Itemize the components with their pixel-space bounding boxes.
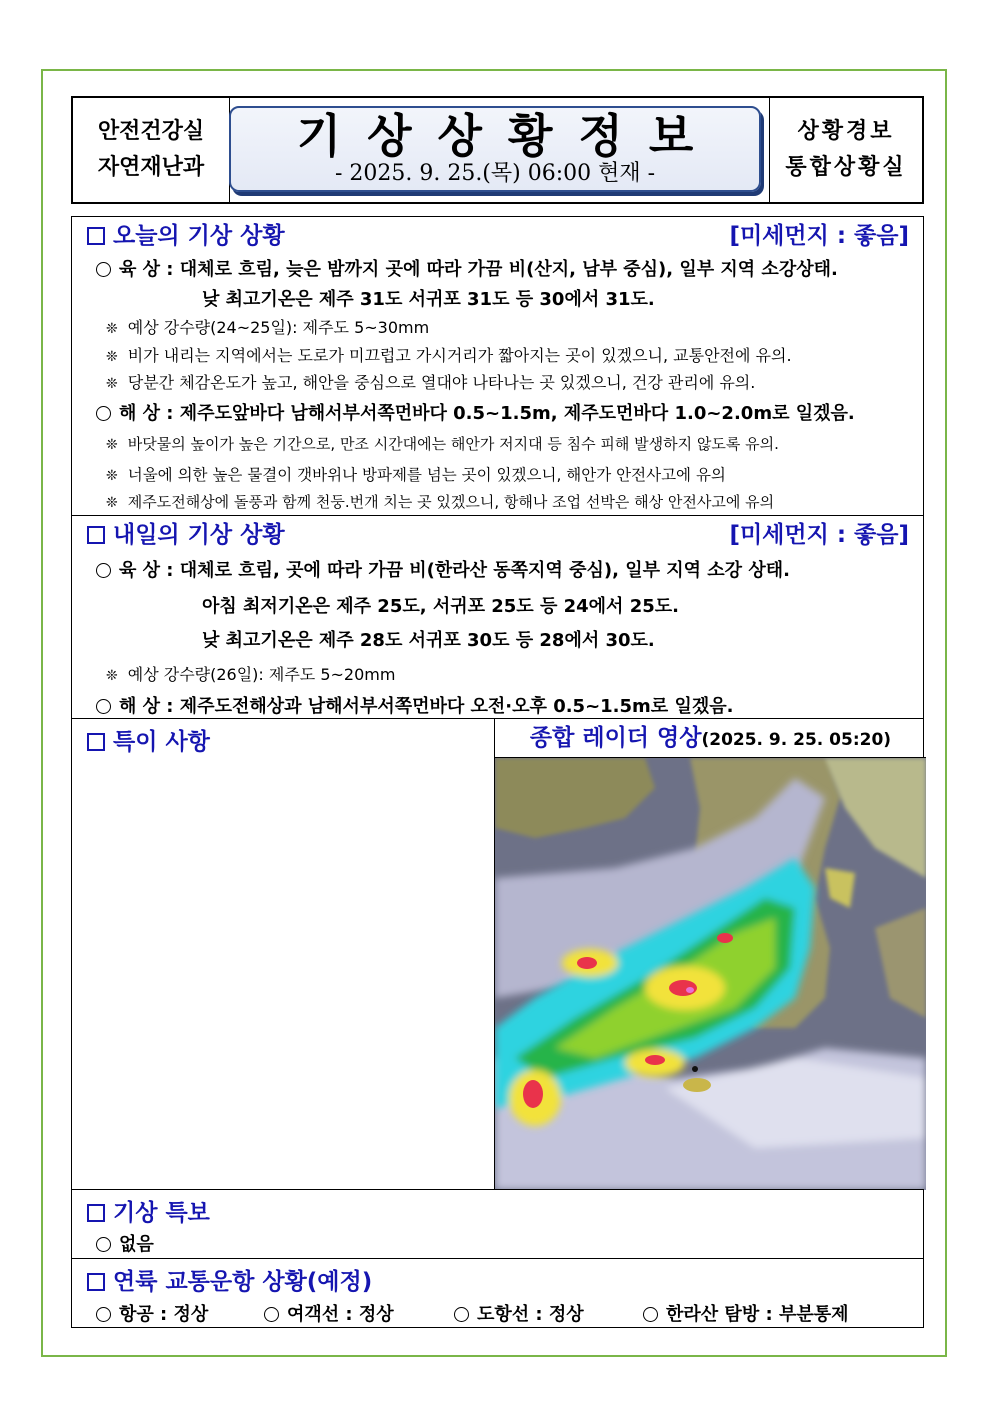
page-title: 기상상황정보 xyxy=(296,109,720,163)
today-land-line: 육 상 : 대체로 흐림, 늦은 밤까지 곳에 따라 가끔 비(산지, 남부 중심), 일부 지역 소강상태. xyxy=(96,255,838,281)
traffic-air: 항공 : 정상 xyxy=(96,1300,208,1326)
circle-bullet-icon xyxy=(96,406,111,421)
today-note-1: ❊ 예상 강수량(24~25일): 제주도 5~30mm xyxy=(106,318,430,337)
office-line-1: 상황경보 xyxy=(797,119,895,144)
circle-bullet-icon xyxy=(96,262,111,277)
today-heading: 오늘의 기상 상황 xyxy=(87,217,285,250)
circle-bullet-icon xyxy=(96,1307,111,1322)
circle-bullet-icon xyxy=(96,699,111,714)
today-note-2: ❊ 비가 내리는 지역에서는 도로가 미끄럽고 가시거리가 짧아지는 곳이 있겠으니, 교통안전에 유의. xyxy=(106,346,792,365)
checkbox-icon xyxy=(87,526,105,544)
tomorrow-land-line: 육 상 : 대체로 흐림, 곳에 따라 가끔 비(한라산 동쪽지역 중심), 일부 지역 소강 상태. xyxy=(96,556,790,582)
title-box xyxy=(229,106,761,192)
office-line-2: 통합상황실 xyxy=(785,155,907,180)
tomorrow-land-line-2: 아침 최저기온은 제주 25도, 서귀포 25도 등 24에서 25도. xyxy=(202,596,679,617)
dept-line-2: 자연재난과 xyxy=(97,155,205,180)
dept-block xyxy=(73,98,230,202)
today-sea-note-2: ❊ 너울에 의한 높은 물결이 갯바위나 방파제를 넘는 곳이 있겠으니, 해안가 안전사고에 유의 xyxy=(106,466,726,484)
traffic-hallasan: 한라산 탐방 : 부분통제 xyxy=(643,1300,849,1326)
radar-title: 종합 레이더 영상(2025. 9. 25. 05:20) xyxy=(494,719,926,757)
circle-bullet-icon xyxy=(454,1307,469,1322)
today-sea-note-1: ❊ 바닷물의 높이가 높은 기간으로, 만조 시간대에는 해안가 저지대 등 침수 피해 발생하지 않도록 유의. xyxy=(106,435,779,453)
special-section xyxy=(71,718,924,1190)
warning-section xyxy=(71,1189,924,1259)
tomorrow-section xyxy=(71,515,924,719)
tomorrow-note: ❊ 예상 강수량(26일): 제주도 5~20mm xyxy=(106,665,396,684)
jeju-island xyxy=(683,1078,711,1092)
warning-status: 없음 xyxy=(96,1230,154,1256)
tomorrow-land-line-3: 낮 최고기온은 제주 28도 서귀포 30도 등 28에서 30도. xyxy=(202,630,655,651)
traffic-ferry: 여객선 : 정상 xyxy=(264,1300,394,1326)
tomorrow-sea-line: 해 상 : 제주도전해상과 남해서부서쪽먼바다 오전·오후 0.5~1.5m로 일겠음. xyxy=(96,692,733,718)
today-dust: [미세먼지 : 좋음] xyxy=(729,223,909,249)
location-marker-icon xyxy=(692,1066,698,1072)
tomorrow-heading: 내일의 기상 상황 xyxy=(87,516,285,549)
checkbox-icon xyxy=(87,733,105,751)
today-note-3: ❊ 당분간 체감온도가 높고, 해안을 중심으로 열대야 나타나는 곳 있겠으니, 건강 관리에 유의. xyxy=(106,373,756,392)
today-sea-note-3: ❊ 제주도전해상에 돌풍과 함께 천둥.번개 치는 곳 있겠으니, 항해나 조업 선박은 해상 안전사고에 유의 xyxy=(106,493,775,511)
circle-bullet-icon xyxy=(264,1307,279,1322)
traffic-island-ferry: 도항선 : 정상 xyxy=(454,1300,584,1326)
header xyxy=(71,96,924,204)
circle-bullet-icon xyxy=(96,563,111,578)
checkbox-icon xyxy=(87,1273,105,1291)
checkbox-icon xyxy=(87,227,105,245)
radar-image xyxy=(494,757,926,1190)
today-sea-line: 해 상 : 제주도앞바다 남해서부서쪽먼바다 0.5~1.5m, 제주도먼바다 1.0~2.0m로 일겠음. xyxy=(96,399,855,425)
today-section xyxy=(71,216,924,516)
warning-heading: 기상 특보 xyxy=(87,1194,210,1227)
circle-bullet-icon xyxy=(96,1237,111,1252)
report-date: - 2025. 9. 25.(목) 06:00 현재 - xyxy=(334,161,656,186)
radar-map xyxy=(495,758,926,1190)
dept-line-1: 안전건강실 xyxy=(97,119,205,144)
today-land-line-2: 낮 최고기온은 제주 31도 서귀포 31도 등 30에서 31도. xyxy=(202,289,655,310)
office-block xyxy=(769,98,922,202)
traffic-heading: 연륙 교통운항 상황(예정) xyxy=(87,1263,372,1296)
circle-bullet-icon xyxy=(643,1307,658,1322)
traffic-section xyxy=(71,1258,924,1328)
checkbox-icon xyxy=(87,1204,105,1222)
special-heading: 특이 사항 xyxy=(87,723,210,756)
tomorrow-dust: [미세먼지 : 좋음] xyxy=(729,522,909,548)
